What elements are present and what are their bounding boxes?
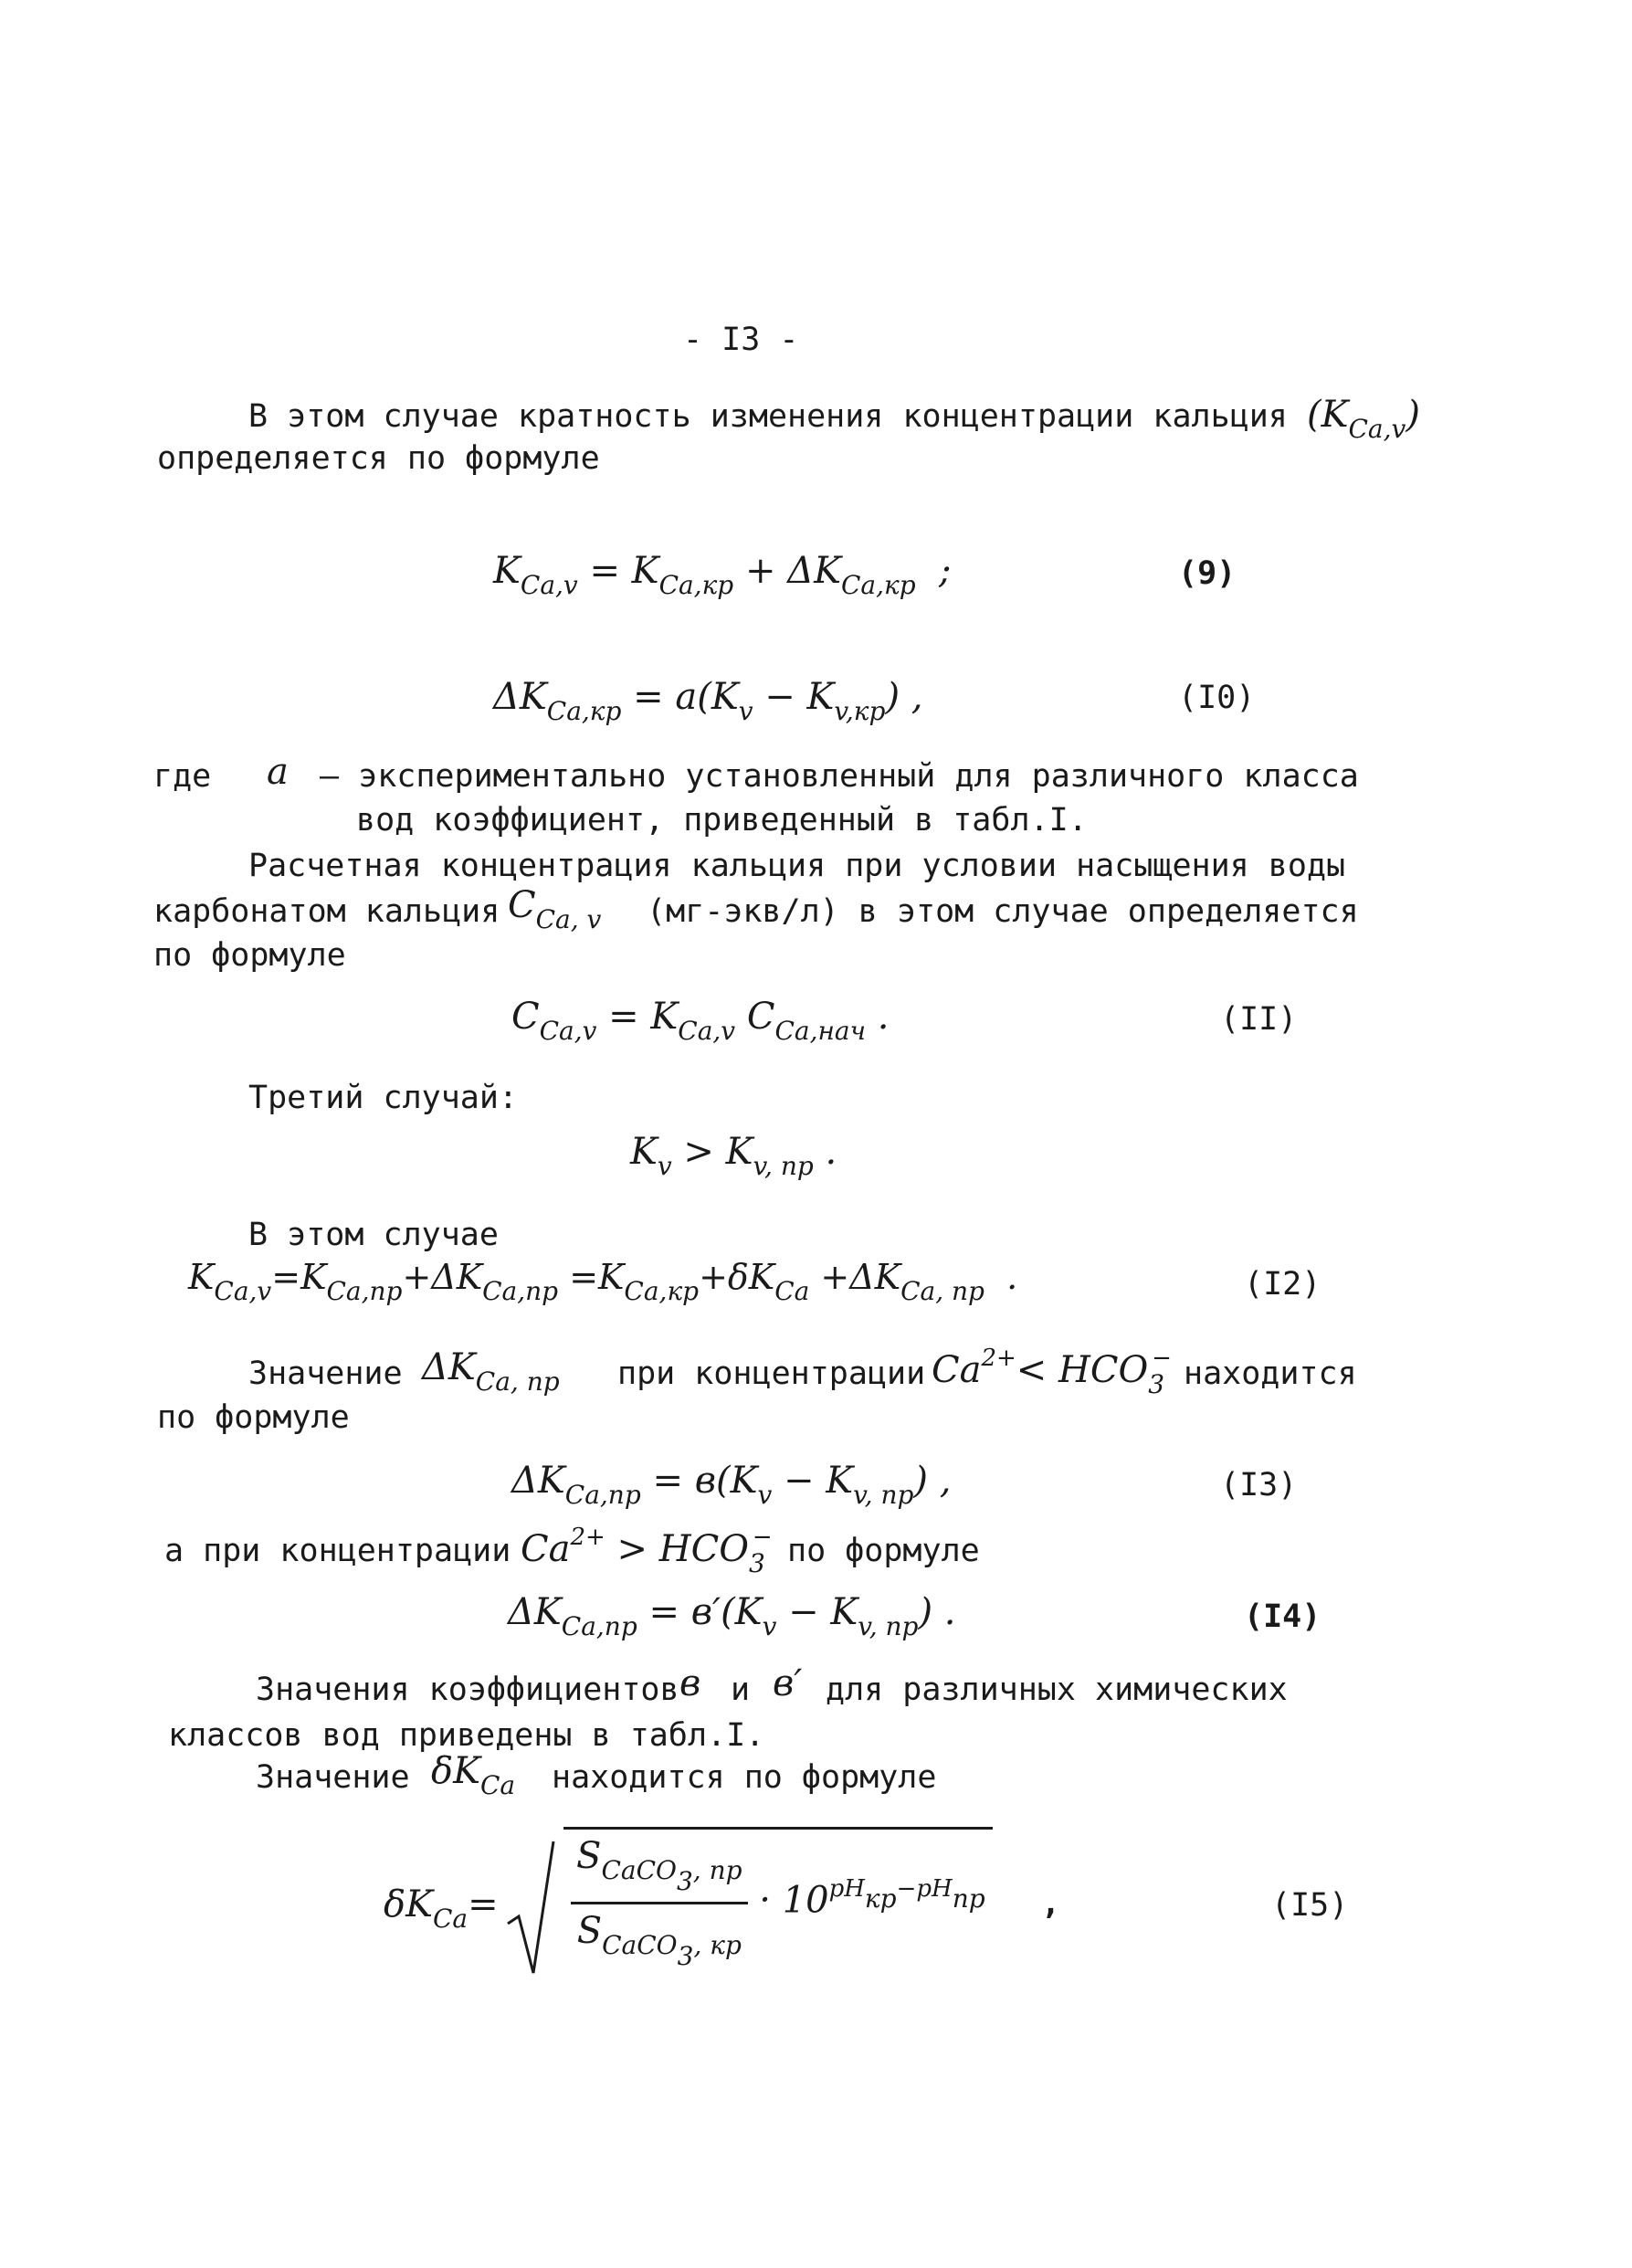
paragraph-2-line-2a: карбонатом кальция [153,893,500,930]
paragraph-6-line-1a: Значения коэффициентов [256,1672,679,1708]
paragraph-5b: по формуле [787,1533,980,1569]
equation-13: $\Delta K_{Ca,пр} = в(K_v - K_{v, пр})$ , [511,1460,952,1510]
page-number: - I3 - [683,322,799,358]
paragraph-6-line-2: классов вод приведены в табл.I. [168,1717,765,1754]
math-delta-k-ca-pr: $\Delta K_{Ca, пр}$ [422,1346,560,1397]
equation-9: $K_{Ca,v} = K_{Ca,кр} + \Delta K_{Ca,кр}$ ; [493,550,952,600]
math-c-ca-v: $C_{Ca, v}$ [508,884,602,934]
paragraph-4-line-1a: Значение [248,1356,403,1392]
where-line-1: – экспериментально установленный для различного класса [320,758,1359,795]
paragraph-6-line-1b: и [731,1672,751,1708]
math-k-ca-v: $(K_{Ca,v})$ [1306,394,1420,444]
math-b-prime: в′ [773,1662,803,1704]
third-case: Третий случай: [248,1080,519,1116]
equation-14-number: (I4) [1244,1598,1321,1635]
where-line-2: вод коэффициент, приведенный в табл.I. [356,802,1088,839]
where-symbol: a [267,751,289,793]
math-delta-k-ca: $\delta K_{Ca}$ [431,1750,516,1800]
math-ca-lt-hco3: $Ca^{2+}< HCO_3^-$ [932,1345,1172,1399]
paragraph-2-line-3: по формуле [153,937,346,974]
paragraph-4-line-2: по формуле [157,1399,350,1436]
where-label: где [153,758,212,795]
equation-12: $K_{Ca,v}=K_{Ca,пр}+\Delta K_{Ca,пр} =K_{Ca,кр}+\delta K_{Ca} +\Delta K_{Ca, пр}$ . [188,1257,1018,1306]
paragraph-1-line-1: В этом случае кратность изменения концентрации кальция $(K_{Ca,v})$ [248,394,1420,444]
equation-9-number: (9) [1178,555,1237,592]
paragraph-7b: находится по формуле [552,1759,937,1796]
paragraph-2-line-2b: (мг-экв/л) в этом случае определяется [647,893,1359,930]
equation-14: $\Delta K_{Ca,пр} = в'(K_v - K_{v, пр})$ . [508,1591,956,1641]
paragraph-7a: Значение [256,1759,410,1796]
paragraph-2-line-1: Расчетная концентрация кальция при условии насыщения воды [248,848,1346,884]
equation-12-number: (I2) [1244,1266,1321,1303]
paragraph-4-line-1b: при концентрации [617,1356,926,1392]
math-b: в [679,1662,701,1704]
condition-kv: $K_v > K_{v, пр}$ . [630,1131,837,1181]
paragraph-3: В этом случае [248,1217,499,1253]
equation-15-comma: , [1041,1885,1061,1922]
paragraph-4-line-1c: находится [1184,1356,1357,1392]
paragraph-5a: а при концентрации [164,1533,511,1569]
equation-13-number: (I3) [1220,1467,1298,1503]
equation-11-number: (II) [1220,1001,1298,1038]
equation-10-number: (I0) [1178,680,1256,716]
equation-10: $\Delta K_{Ca,кр} = a(K_v - K_{v,кр})$ , [493,676,923,726]
equation-15: $\delta K_{Ca}=$ $\frac{S_{CaCO_3, пр}}{S_{CaCO_3, кр}}$ · $10^{pH_{кр}-pH_{пр}}$ [384,1836,993,1980]
math-ca-gt-hco3: $Ca^{2+} > HCO_3^-$ [521,1524,773,1578]
paragraph-6-line-1c: для различных химических [826,1672,1288,1708]
equation-15-number: (I5) [1271,1887,1349,1924]
sqrt-sign [506,1840,557,1977]
paragraph-1-line-2: определяется по формуле [157,440,600,477]
equation-11: $C_{Ca,v} = K_{Ca,v}$ $C_{Ca,нач}$ . [511,996,890,1046]
